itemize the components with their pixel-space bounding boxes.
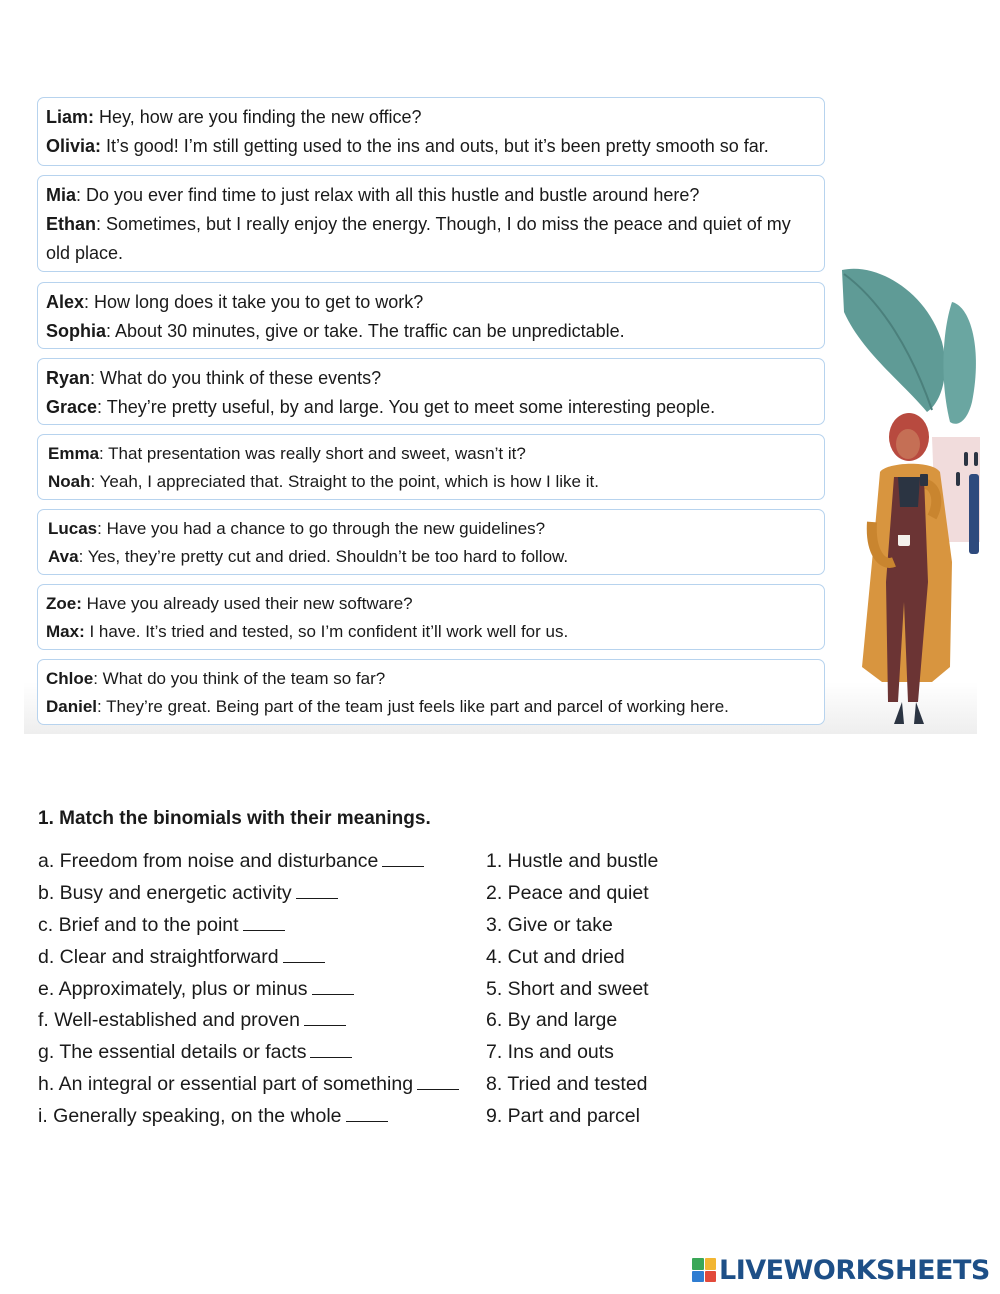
- speaker-name: Liam:: [46, 107, 95, 127]
- line-text: : What do you think of these events?: [90, 368, 382, 388]
- dialogue-box-1: [37, 97, 825, 166]
- answer-blank[interactable]: [296, 880, 338, 899]
- definition-row: [38, 1101, 483, 1133]
- dialogue-line: [48, 468, 816, 496]
- dialogue-line: [46, 317, 816, 346]
- line-text: : Sometimes, but I really enjoy the energy. Though, I do miss the peace and quiet of my old place.: [46, 214, 791, 263]
- line-text: It’s good! I’m still getting used to the ins and outs, but it’s been pretty smooth so far.: [101, 136, 769, 156]
- speaker-name: Sophia: [46, 321, 107, 341]
- answer-blank[interactable]: [243, 912, 285, 931]
- definition-text: c. Brief and to the point: [38, 913, 239, 936]
- line-text: : They’re great. Being part of the team just feels like part and parcel of working here.: [97, 697, 729, 716]
- definitions-list: [38, 846, 483, 1133]
- speaker-name: Ethan: [46, 214, 97, 234]
- dialogue-line: [46, 288, 816, 317]
- woman-with-plant-illustration: [832, 262, 980, 728]
- line-text: : Yeah, I appreciated that. Straight to the point, which is how I like it.: [90, 472, 599, 491]
- definition-row: [38, 1037, 483, 1069]
- liveworksheets-logo[interactable]: [692, 1252, 990, 1288]
- definition-row: [38, 974, 483, 1006]
- binomial-item: 4. Cut and dried: [486, 945, 625, 968]
- dialogue-box-8: [37, 659, 825, 725]
- line-text: : Have you had a chance to go through the new guidelines?: [97, 519, 546, 538]
- answer-blank[interactable]: [310, 1039, 352, 1058]
- logo-text: LIVEWORKSHEETS: [719, 1254, 990, 1286]
- logo-mark-icon: [692, 1258, 716, 1282]
- definition-text: d. Clear and straightforward: [38, 945, 279, 968]
- line-text: : That presentation was really short and sweet, wasn’t it?: [99, 444, 526, 463]
- dialogue-box-6: [37, 509, 825, 575]
- dialogue-box-4: [37, 358, 825, 425]
- definition-row: [38, 846, 483, 878]
- dialogue-box-7: [37, 584, 825, 650]
- definition-text: f. Well-established and proven: [38, 1009, 300, 1032]
- binomial-item: 6. By and large: [486, 1009, 618, 1032]
- answer-blank[interactable]: [304, 1007, 346, 1026]
- definition-text: h. An integral or essential part of something: [38, 1073, 414, 1096]
- dialogue-line: [46, 393, 816, 422]
- binomial-item: 5. Short and sweet: [486, 977, 649, 1000]
- definition-text: g. The essential details or facts: [38, 1041, 307, 1064]
- answer-blank[interactable]: [417, 1071, 459, 1090]
- binomial-item: 1. Hustle and bustle: [486, 850, 659, 872]
- dialogue-line: [46, 364, 816, 393]
- dialogue-line: [48, 543, 816, 571]
- speaker-name: Daniel: [46, 697, 98, 716]
- dialogue-line: [46, 103, 816, 132]
- speaker-name: Olivia:: [46, 136, 102, 156]
- binomials-list: [486, 846, 786, 1133]
- dialogue-line: [48, 440, 816, 468]
- speaker-name: Chloe: [46, 669, 94, 688]
- speaker-name: Mia: [46, 185, 77, 205]
- speaker-name: Max:: [46, 622, 85, 641]
- line-text: : About 30 minutes, give or take. The traffic can be unpredictable.: [106, 321, 625, 341]
- speaker-name: Grace: [46, 397, 98, 417]
- dialogue-line: [46, 210, 816, 268]
- binomial-item: 9. Part and parcel: [486, 1105, 640, 1128]
- line-text: : How long does it take you to get to work?: [84, 292, 424, 312]
- speaker-name: Lucas: [48, 519, 98, 538]
- line-text: : Yes, they’re pretty cut and dried. Shouldn’t be too hard to follow.: [78, 547, 569, 566]
- binomial-item: 2. Peace and quiet: [486, 881, 649, 904]
- definition-row: [38, 1005, 483, 1037]
- line-text: : Do you ever find time to just relax with all this hustle and bustle around here?: [76, 185, 700, 205]
- exercise-title: 1. Match the binomials with their meanings.: [38, 808, 431, 829]
- line-text: Hey, how are you finding the new office?: [94, 107, 422, 127]
- line-text: : What do you think of the team so far?: [93, 669, 386, 688]
- definition-row: [38, 910, 483, 942]
- line-text: I have. It’s tried and tested, so I’m confident it’ll work well for us.: [84, 622, 569, 641]
- dialogue-line: [46, 590, 816, 618]
- dialogue-line: [46, 181, 816, 210]
- binomial-item: 8. Tried and tested: [486, 1073, 648, 1096]
- dialogue-line: [46, 665, 816, 693]
- definition-row: [38, 942, 483, 974]
- line-text: : They’re pretty useful, by and large. You get to meet some interesting people.: [97, 397, 716, 417]
- dialogue-line: [46, 618, 816, 646]
- dialogue-line: [48, 515, 816, 543]
- speaker-name: Ava: [48, 547, 79, 566]
- dialogue-box-2: [37, 175, 825, 272]
- binomial-item: 7. Ins and outs: [486, 1041, 614, 1064]
- answer-blank[interactable]: [312, 976, 354, 995]
- definition-text: e. Approximately, plus or minus: [38, 977, 308, 1000]
- dialogue-box-3: [37, 282, 825, 349]
- speaker-name: Zoe:: [46, 594, 82, 613]
- speaker-name: Alex: [46, 292, 85, 312]
- speaker-name: Ryan: [46, 368, 91, 388]
- dialogue-line: [46, 693, 816, 721]
- answer-blank[interactable]: [382, 848, 424, 867]
- speaker-name: Emma: [48, 444, 100, 463]
- answer-blank[interactable]: [346, 1103, 388, 1122]
- dialogue-box-5: [37, 434, 825, 500]
- speaker-name: Noah: [48, 472, 91, 491]
- definition-text: a. Freedom from noise and disturbance: [38, 850, 379, 872]
- definition-text: b. Busy and energetic activity: [38, 881, 292, 904]
- dialogue-line: [46, 132, 816, 161]
- answer-blank[interactable]: [283, 944, 325, 963]
- line-text: Have you already used their new software?: [81, 594, 413, 613]
- binomial-item: 3. Give or take: [486, 913, 613, 936]
- definition-row: [38, 1069, 483, 1101]
- definition-text: i. Generally speaking, on the whole: [38, 1105, 342, 1128]
- definition-row: [38, 878, 483, 910]
